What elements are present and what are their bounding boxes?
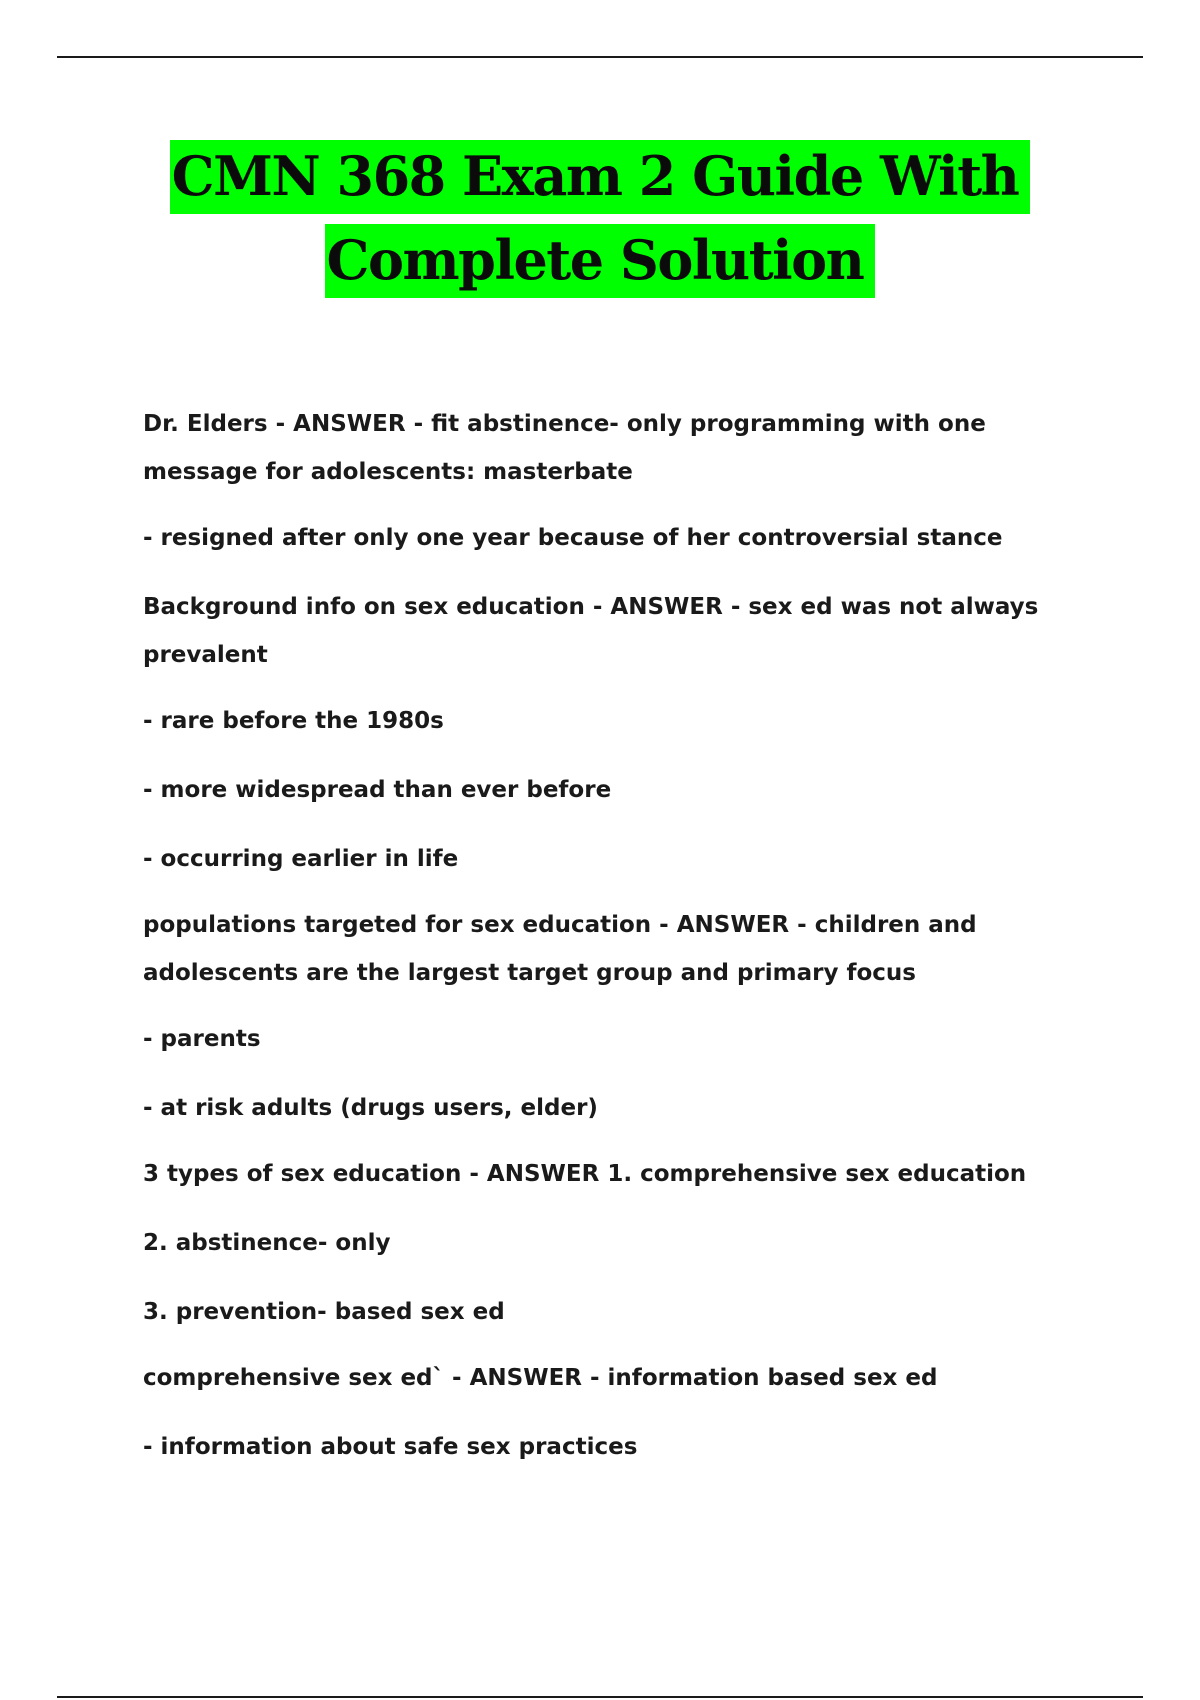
entry-paragraph: - information about safe sex practices (143, 1434, 638, 1460)
entry-paragraph: Dr. Elders - ANSWER - fit abstinence- only programming with one message for adolescents: masterbate (143, 411, 986, 485)
entry-paragraph: Background info on sex education - ANSWER - sex ed was not always prevalent (143, 594, 1039, 668)
entry-paragraph: populations targeted for sex education - ANSWER - children and adolescents are the largest target group and primary focus (143, 912, 977, 986)
entry-paragraph: - resigned after only one year because of her controversial stance (143, 525, 1003, 551)
title-line-2: Complete Solution (325, 224, 876, 298)
entry-paragraph: 2. abstinence- only (143, 1230, 391, 1256)
title-line-1: CMN 368 Exam 2 Guide With (170, 140, 1031, 214)
document-body (143, 400, 1103, 1471)
entry-paragraph: - rare before the 1980s (143, 708, 444, 734)
document-title (0, 140, 1200, 308)
entry-paragraph: 3 types of sex education - ANSWER 1. comprehensive sex education (143, 1161, 1027, 1187)
entry-paragraph: - at risk adults (drugs users, elder) (143, 1095, 598, 1121)
top-rule (57, 56, 1143, 58)
entry-paragraph: - parents (143, 1026, 261, 1052)
entry-paragraph: comprehensive sex ed` - ANSWER - information based sex ed (143, 1365, 938, 1391)
entry-paragraph: - more widespread than ever before (143, 777, 612, 803)
entry-paragraph: - occurring earlier in life (143, 846, 459, 872)
entry-paragraph: 3. prevention- based sex ed (143, 1299, 505, 1325)
bottom-rule (57, 1696, 1143, 1698)
